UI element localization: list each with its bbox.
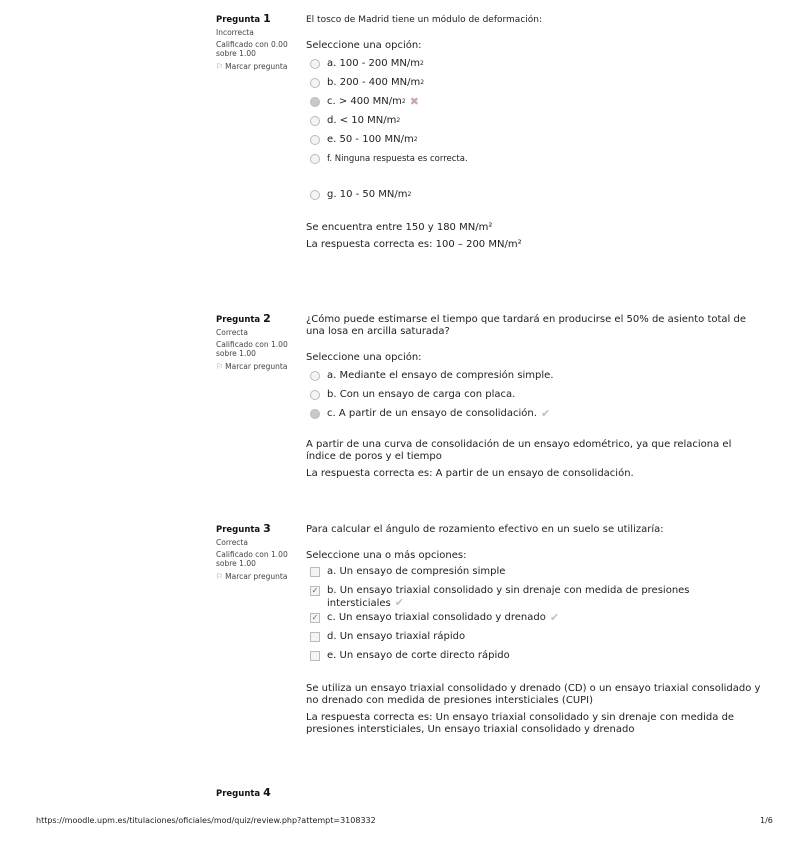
flag-icon: ⚐: [216, 572, 224, 581]
options-list: [306, 54, 761, 204]
options-list: [306, 564, 761, 667]
question-info: [216, 14, 296, 71]
general-feedback: Se encuentra entre 150 y 180 MN/m²: [306, 222, 493, 233]
question-state: Incorrecta: [216, 28, 254, 37]
question-info: [216, 314, 296, 371]
question-info: [216, 788, 296, 802]
flag-label: Marcar pregunta: [225, 362, 288, 371]
option-label: d. < 10 MN/m: [327, 114, 397, 126]
option-e[interactable]: [306, 648, 761, 667]
option-label: c. > 400 MN/m: [327, 95, 402, 107]
option-label: a. Mediante el ensayo de compresión simple.: [327, 369, 554, 381]
radio-button-selected[interactable]: [310, 97, 320, 107]
options-list: [306, 366, 761, 423]
option-b[interactable]: [306, 583, 761, 610]
radio-button[interactable]: [310, 190, 320, 200]
check-icon: ✔: [394, 596, 404, 609]
radio-button[interactable]: [310, 371, 320, 381]
flag-question-link[interactable]: [216, 62, 296, 71]
radio-button[interactable]: [310, 78, 320, 88]
question-text: ¿Cómo puede estimarse el tiempo que tardará en producirse el 50% de asiento total de una losa en arcilla saturada?: [306, 314, 746, 337]
checkbox[interactable]: [310, 651, 320, 661]
option-d[interactable]: [306, 629, 761, 648]
option-label: d. Un ensayo triaxial rápido: [327, 631, 466, 642]
flag-icon: ⚐: [216, 62, 224, 71]
page-url: https://moodle.upm.es/titulaciones/oficiales/mod/quiz/review.php?attempt=3108332: [36, 816, 376, 825]
question-text: Para calcular el ángulo de rozamiento efectivo en un suelo se utilizaría:: [306, 524, 664, 535]
checkbox[interactable]: [310, 632, 320, 642]
flag-label: Marcar pregunta: [225, 572, 288, 581]
radio-button-selected[interactable]: [310, 409, 320, 419]
option-a[interactable]: [306, 564, 761, 583]
option-label: a. Un ensayo de compresión simple: [327, 566, 506, 577]
option-c[interactable]: c. > 400 MN/m 2 ✖: [306, 92, 761, 111]
flag-label: Marcar pregunta: [225, 62, 288, 71]
check-icon: ✔: [540, 406, 551, 420]
flag-icon: ⚐: [216, 362, 224, 371]
option-label: f. Ninguna respuesta es correcta.: [327, 153, 468, 164]
question-text: El tosco de Madrid tiene un módulo de deformación:: [306, 15, 543, 25]
option-a[interactable]: a. 100 - 200 MN/m 2: [306, 54, 761, 73]
checkbox-checked[interactable]: ✓: [311, 613, 319, 622]
option-g[interactable]: g. 10 - 50 MN/m 2: [306, 185, 761, 204]
page-number: 1/6: [760, 816, 773, 825]
option-label: e. 50 - 100 MN/m: [327, 133, 414, 145]
general-feedback: A partir de una curva de consolidación de un ensayo edométrico, ya que relaciona el índice de poros y el tiempo: [306, 439, 732, 462]
question-grade: Calificado con 0.00 sobre 1.00: [216, 40, 288, 58]
question-state: Correcta: [216, 538, 248, 547]
radio-button[interactable]: [310, 59, 320, 69]
option-a[interactable]: [306, 366, 761, 385]
right-answer: La respuesta correcta es: A partir de un ensayo de consolidación.: [306, 468, 634, 479]
answer-prompt: Seleccione una opción:: [306, 352, 422, 363]
checkbox-checked[interactable]: ✓: [311, 586, 319, 595]
radio-button[interactable]: [310, 135, 320, 145]
checkbox[interactable]: [310, 567, 320, 577]
option-c[interactable]: [306, 404, 761, 423]
question-info: [216, 524, 296, 581]
radio-button[interactable]: [310, 390, 320, 400]
option-label: b. 200 - 400 MN/m: [327, 76, 421, 88]
option-b[interactable]: b. 200 - 400 MN/m 2: [306, 73, 761, 92]
question-state: Correcta: [216, 328, 248, 337]
radio-button[interactable]: [310, 154, 320, 164]
question-number: Pregunta 2: [216, 312, 271, 325]
flag-question-link[interactable]: [216, 572, 296, 581]
question-content: [306, 524, 761, 736]
option-f[interactable]: [306, 149, 761, 168]
option-label: b. Un ensayo triaxial consolidado y sin drenaje con medida de presiones intersticiales ✔: [327, 585, 690, 609]
right-answer: La respuesta correcta es: 100 – 200 MN/m²: [306, 239, 522, 250]
option-label: b. Con un ensayo de carga con placa.: [327, 388, 516, 400]
option-d[interactable]: d. < 10 MN/m 2: [306, 111, 761, 130]
question-number: Pregunta 1: [216, 12, 271, 25]
radio-button[interactable]: [310, 116, 320, 126]
general-feedback: Se utiliza un ensayo triaxial consolidado y drenado (CD) o un ensayo triaxial consolidado y no drenado con medida de presiones intersticiales (CUPI): [306, 683, 761, 706]
option-label: a. 100 - 200 MN/m: [327, 57, 421, 69]
right-answer: La respuesta correcta es: Un ensayo triaxial consolidado y sin drenaje con medida de presiones intersticiales, Un ensayo triaxial consolidado y drenado: [306, 712, 735, 735]
cross-icon: ✖: [409, 94, 419, 108]
check-icon: ✔: [549, 611, 560, 624]
answer-prompt: Seleccione una opción:: [306, 40, 422, 51]
question-number: Pregunta 4: [216, 786, 271, 799]
option-c[interactable]: [306, 610, 761, 629]
question-grade: Calificado con 1.00 sobre 1.00: [216, 340, 288, 358]
answer-prompt: Seleccione una o más opciones:: [306, 550, 467, 561]
question-content: [306, 14, 761, 251]
option-label: e. Un ensayo de corte directo rápido: [327, 650, 510, 661]
option-e[interactable]: e. 50 - 100 MN/m 2: [306, 130, 761, 149]
question-content: [306, 314, 761, 480]
option-label: g. 10 - 50 MN/m: [327, 188, 408, 200]
option-label: c. A partir de un ensayo de consolidación.: [327, 407, 537, 419]
question-grade: Calificado con 1.00 sobre 1.00: [216, 550, 288, 568]
option-b[interactable]: [306, 385, 761, 404]
option-label: c. Un ensayo triaxial consolidado y drenado: [327, 612, 546, 623]
question-number: Pregunta 3: [216, 522, 271, 535]
flag-question-link[interactable]: [216, 362, 296, 371]
